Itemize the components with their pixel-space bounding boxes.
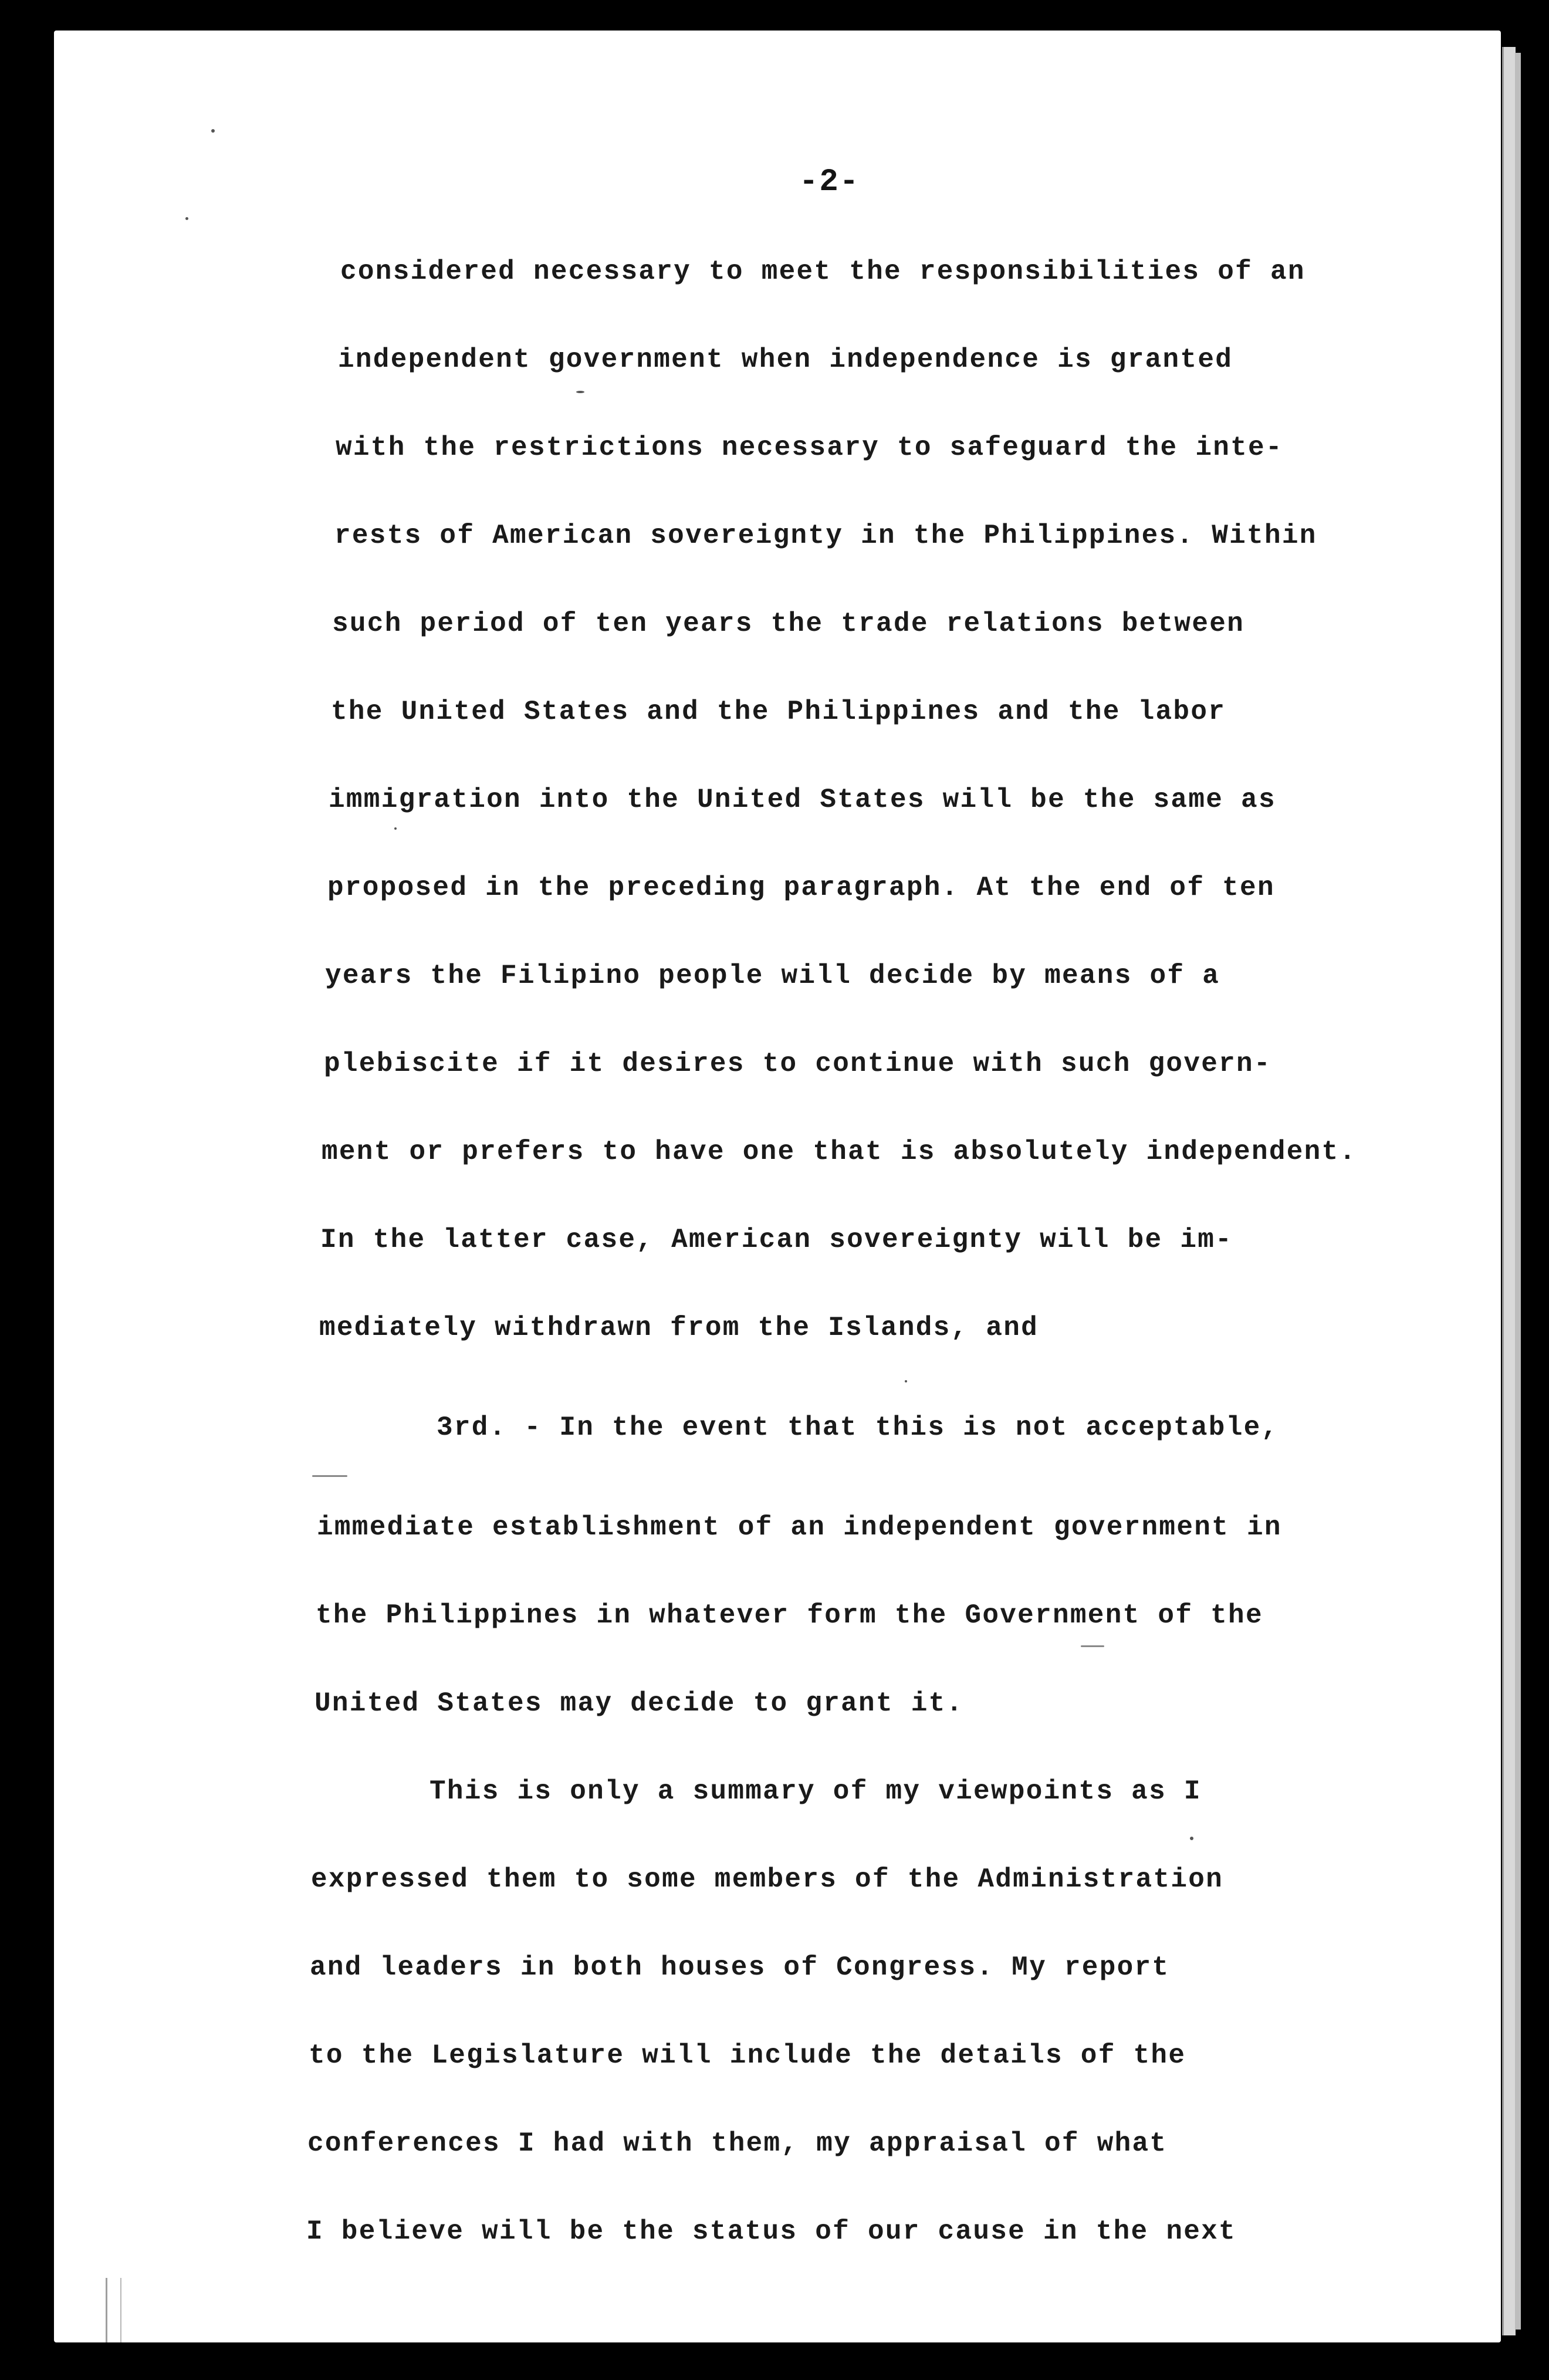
page-number: -2- bbox=[799, 164, 860, 200]
text-line: United States may decide to grant it. bbox=[314, 1688, 964, 1719]
text-line: expressed them to some members of the Administration bbox=[311, 1864, 1224, 1895]
scan-speck bbox=[211, 129, 215, 133]
text-line: conferences I had with them, my appraisal of what bbox=[307, 2128, 1168, 2159]
text-line: ment or prefers to have one that is absolutely independent. bbox=[322, 1137, 1357, 1167]
text-line: years the Filipino people will decide by means of a bbox=[325, 961, 1220, 991]
scan-speck bbox=[576, 391, 584, 393]
scan-speck bbox=[905, 1380, 907, 1382]
text-line-indented: This is only a summary of my viewpoints as I bbox=[429, 1776, 1202, 1807]
document-page bbox=[54, 31, 1501, 2342]
text-line: mediately withdrawn from the Islands, and bbox=[319, 1313, 1039, 1343]
text-line: to the Legislature will include the details of the bbox=[309, 2040, 1186, 2071]
scan-speck bbox=[1190, 1837, 1193, 1840]
text-line: independent government when independence is granted bbox=[338, 344, 1233, 375]
text-line: immediate establishment of an independent government in bbox=[317, 1512, 1282, 1543]
text-line: and leaders in both houses of Congress. My report bbox=[310, 1952, 1170, 1983]
text-line: the United States and the Philippines and the labor bbox=[331, 697, 1226, 727]
text-line: plebiscite if it desires to continue with such govern- bbox=[324, 1049, 1271, 1079]
underlying-page-edge bbox=[1502, 47, 1516, 2335]
text-line: the Philippines in whatever form the Government of the bbox=[316, 1600, 1263, 1631]
scan-speck bbox=[312, 1475, 347, 1477]
text-line-indented: 3rd. - In the event that this is not acceptable, bbox=[437, 1412, 1279, 1443]
scan-speck bbox=[394, 827, 397, 830]
scan-speck bbox=[1081, 1645, 1104, 1647]
text-line: considered necessary to meet the responsibilities of an bbox=[340, 256, 1306, 287]
text-line: I believe will be the status of our cause in the next bbox=[306, 2216, 1236, 2247]
scan-speck bbox=[185, 217, 188, 220]
text-line: In the latter case, American sovereignty will be im- bbox=[320, 1225, 1233, 1255]
page-binding-mark bbox=[106, 2278, 121, 2342]
text-line: with the restrictions necessary to safeguard the inte- bbox=[336, 432, 1283, 463]
underlying-page-edge-shadow bbox=[1515, 53, 1521, 2330]
text-line: proposed in the preceding paragraph. At the end of ten bbox=[327, 873, 1275, 903]
text-line: rests of American sovereignty in the Philippines. Within bbox=[334, 520, 1317, 551]
text-line: such period of ten years the trade relations between bbox=[332, 608, 1245, 639]
text-line: immigration into the United States will be the same as bbox=[329, 785, 1276, 815]
